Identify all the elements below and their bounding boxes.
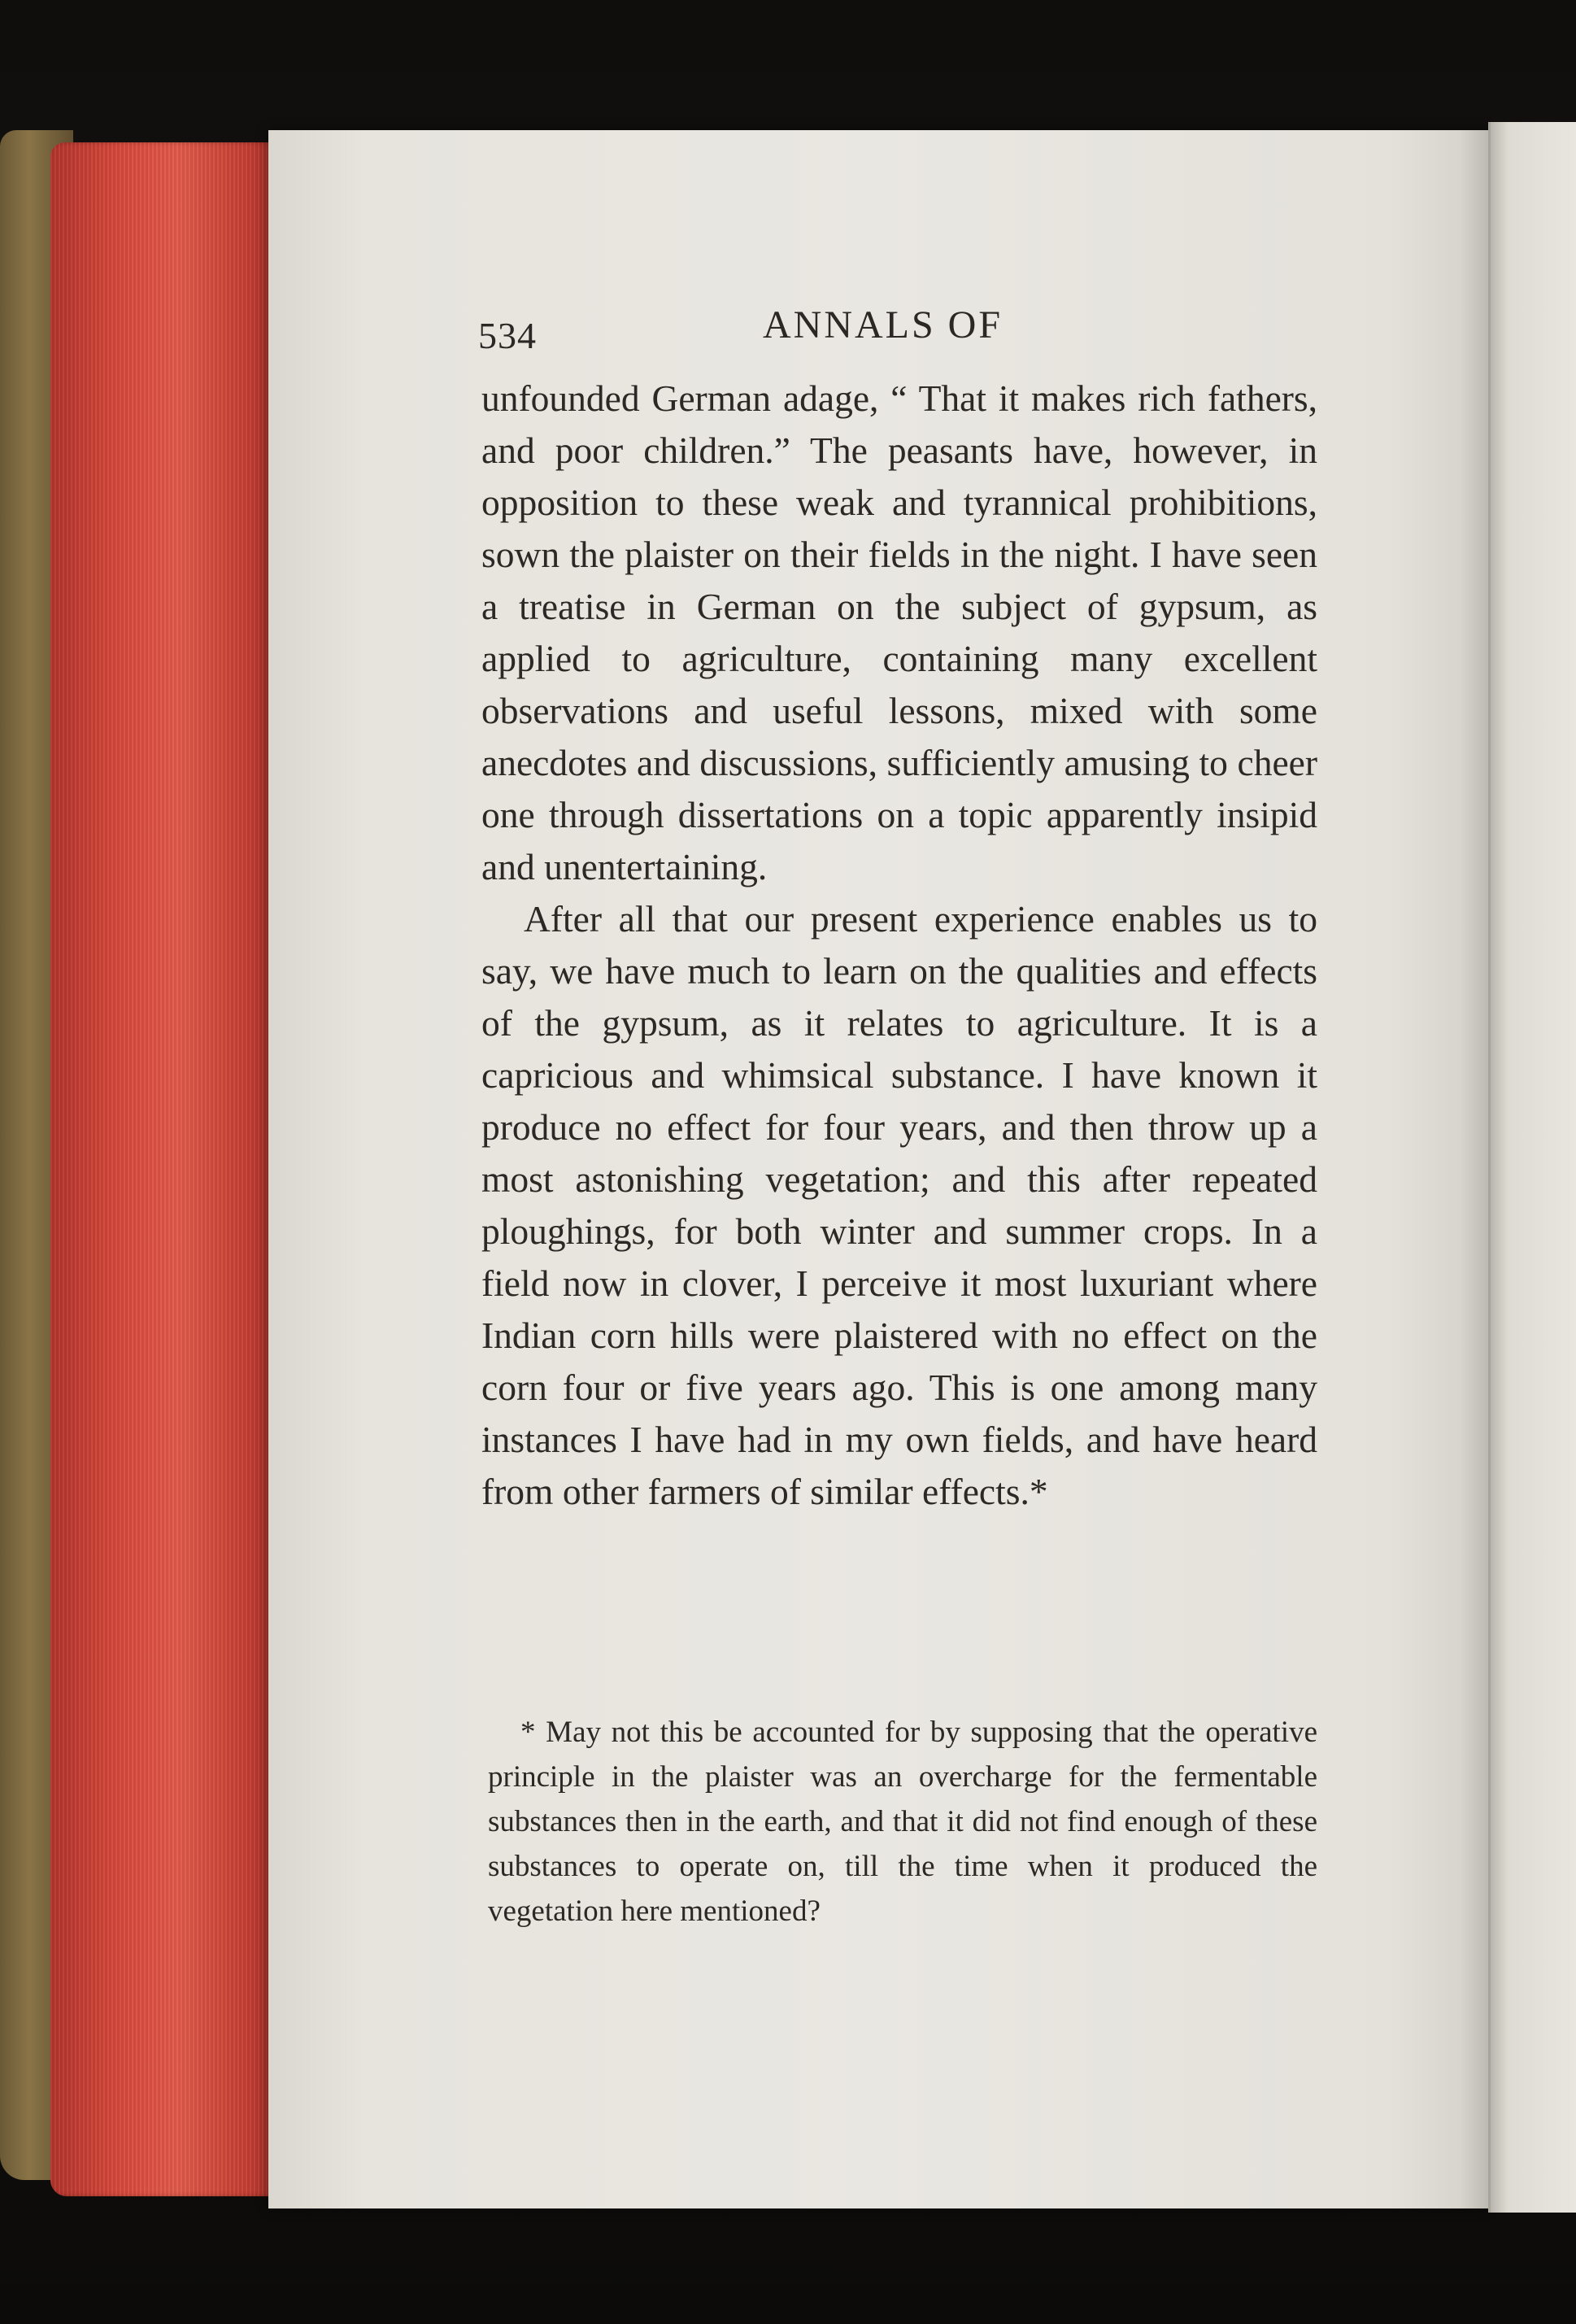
facing-page-edge bbox=[1488, 122, 1576, 2213]
page-number: 534 bbox=[478, 315, 537, 356]
gutter-shadow bbox=[1460, 130, 1492, 2208]
running-title: ANNALS OF bbox=[763, 303, 1004, 347]
running-head bbox=[478, 299, 1316, 356]
footnote: * May not this be accounted for by supposing that the operative principle in the plaister was an overcharge for the fermentable substances then in the earth, and that it did not find enough of these substances to operate on, till the time when it produced the vegetation here mentioned? bbox=[488, 1716, 1317, 1928]
paragraph: unfounded German adage, “ That it makes rich fathers, and poor children.” The peasants have, however, in opposition to these weak and tyrannical prohibitions, sown the plaister on their fields in the night. I have seen a treatise in German on the subject of gypsum, as applied to agriculture, containing many excellent observations and useful lessons, mixed with some anecdotes and discussions, sufficiently amusing to cheer one through dissertations on a topic apparently insipid and unentertaining. bbox=[481, 377, 1317, 887]
red-page-edges bbox=[50, 142, 282, 2196]
paragraph: After all that our present experience enables us to say, we have much to learn on the qualities and effects of the gypsum, as it relates to agriculture. It is a capricious and whimsical substance. I have known it produce no effect for four years, and then throw up a most astonishing vegetation; and this after repeated ploughings, for both winter and summer crops. In a field now in clover, I perceive it most luxuriant where Indian corn hills were plaistered with no effect on the corn four or five years ago. This is one among many instances I have had in my own fields, and have heard from other farmers of similar effects.* bbox=[481, 898, 1317, 1512]
main-text bbox=[481, 373, 1317, 1518]
